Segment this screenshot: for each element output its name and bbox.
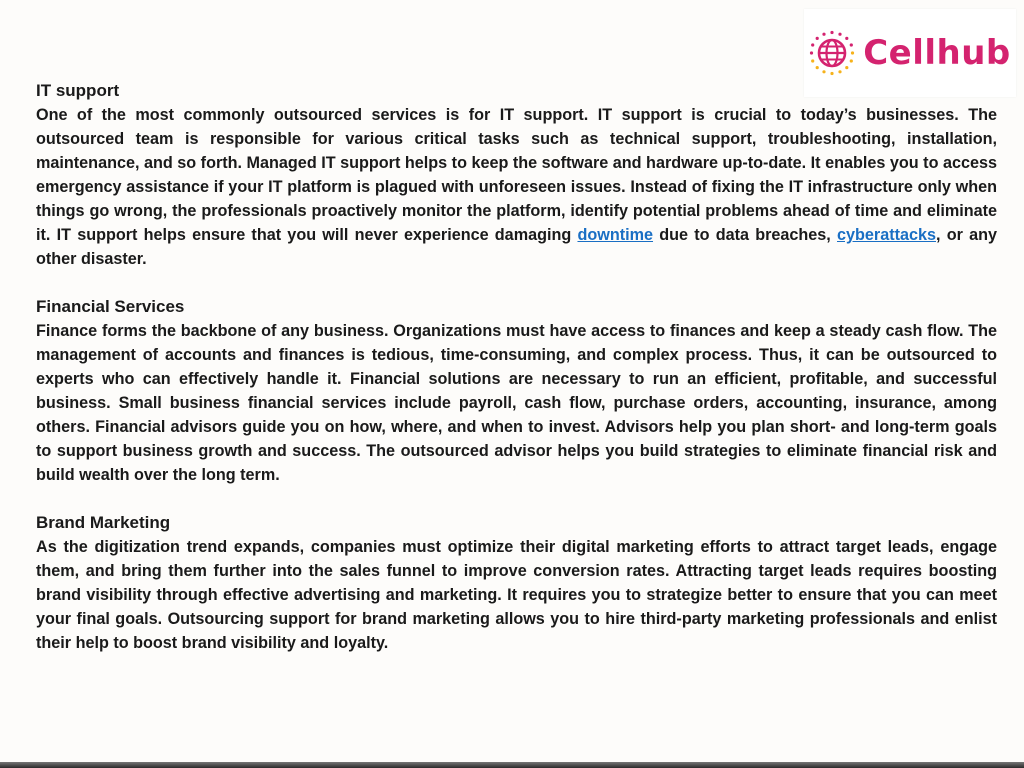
logo[interactable] — [809, 30, 1011, 76]
section-heading: IT support — [36, 81, 120, 100]
paragraph-text: due to data breaches, — [653, 226, 837, 244]
logo-text: Cellhub — [863, 33, 1011, 73]
bottom-divider — [0, 762, 1024, 768]
document-body — [36, 79, 997, 679]
section-brand-marketing — [36, 511, 997, 655]
downtime-link[interactable]: downtime — [577, 226, 654, 244]
section-financial-services — [36, 295, 997, 487]
section-paragraph: Finance forms the backbone of any business. Organizations must have access to finances and keep a steady cash flow. The management of accounts and finances is tedious, time-consuming, and complex process. Thus, it can be outsourced to experts who can effectively handle it. Financial solutions are necessary to run an efficient, profitable, and successful business. Small business financial services include payroll, cash flow, purchase orders, accounting, insurance, among others. Financial advisors guide you on how, where, and when to invest. Advisors help you plan short- and long-term goals to support business growth and success. The outsourced advisor helps you build strategies to eliminate financial risk and build wealth over the long term. — [36, 322, 997, 484]
paragraph-text: , or any other disaster. — [36, 226, 997, 268]
section-paragraph — [36, 103, 997, 271]
paragraph-text: One of the most commonly outsourced services is for IT support. IT support is crucial to today’s businesses. The outsourced team is responsible for various critical tasks such as technical support, troubleshooting, installation, maintenance, and so forth. Managed IT support helps to keep the software and hardware up-to-date. It enables you to access emergency assistance if your IT platform is plagued with unforeseen issues. Instead of fixing the IT infrastructure only when things go wrong, the professionals proactively monitor the platform, identify potential problems ahead of time and eliminate it. IT support helps ensure that you will never experience damaging — [36, 106, 997, 244]
section-heading: Financial Services — [36, 297, 185, 316]
section-heading: Brand Marketing — [36, 513, 171, 532]
globe-ring-icon — [809, 30, 855, 76]
section-it-support — [36, 79, 997, 271]
section-paragraph: As the digitization trend expands, companies must optimize their digital marketing efforts to attract target leads, engage them, and bring them further into the sales funnel to improve conversion rates. Attracting target leads requires boosting brand visibility through effective advertising and marketing. It requires you to strategize better to ensure that you can meet your final goals. Outsourcing support for brand marketing allows you to hire third-party marketing professionals and enlist their help to boost brand visibility and loyalty. — [36, 538, 997, 652]
cyberattacks-link[interactable]: cyberattacks — [837, 226, 936, 244]
